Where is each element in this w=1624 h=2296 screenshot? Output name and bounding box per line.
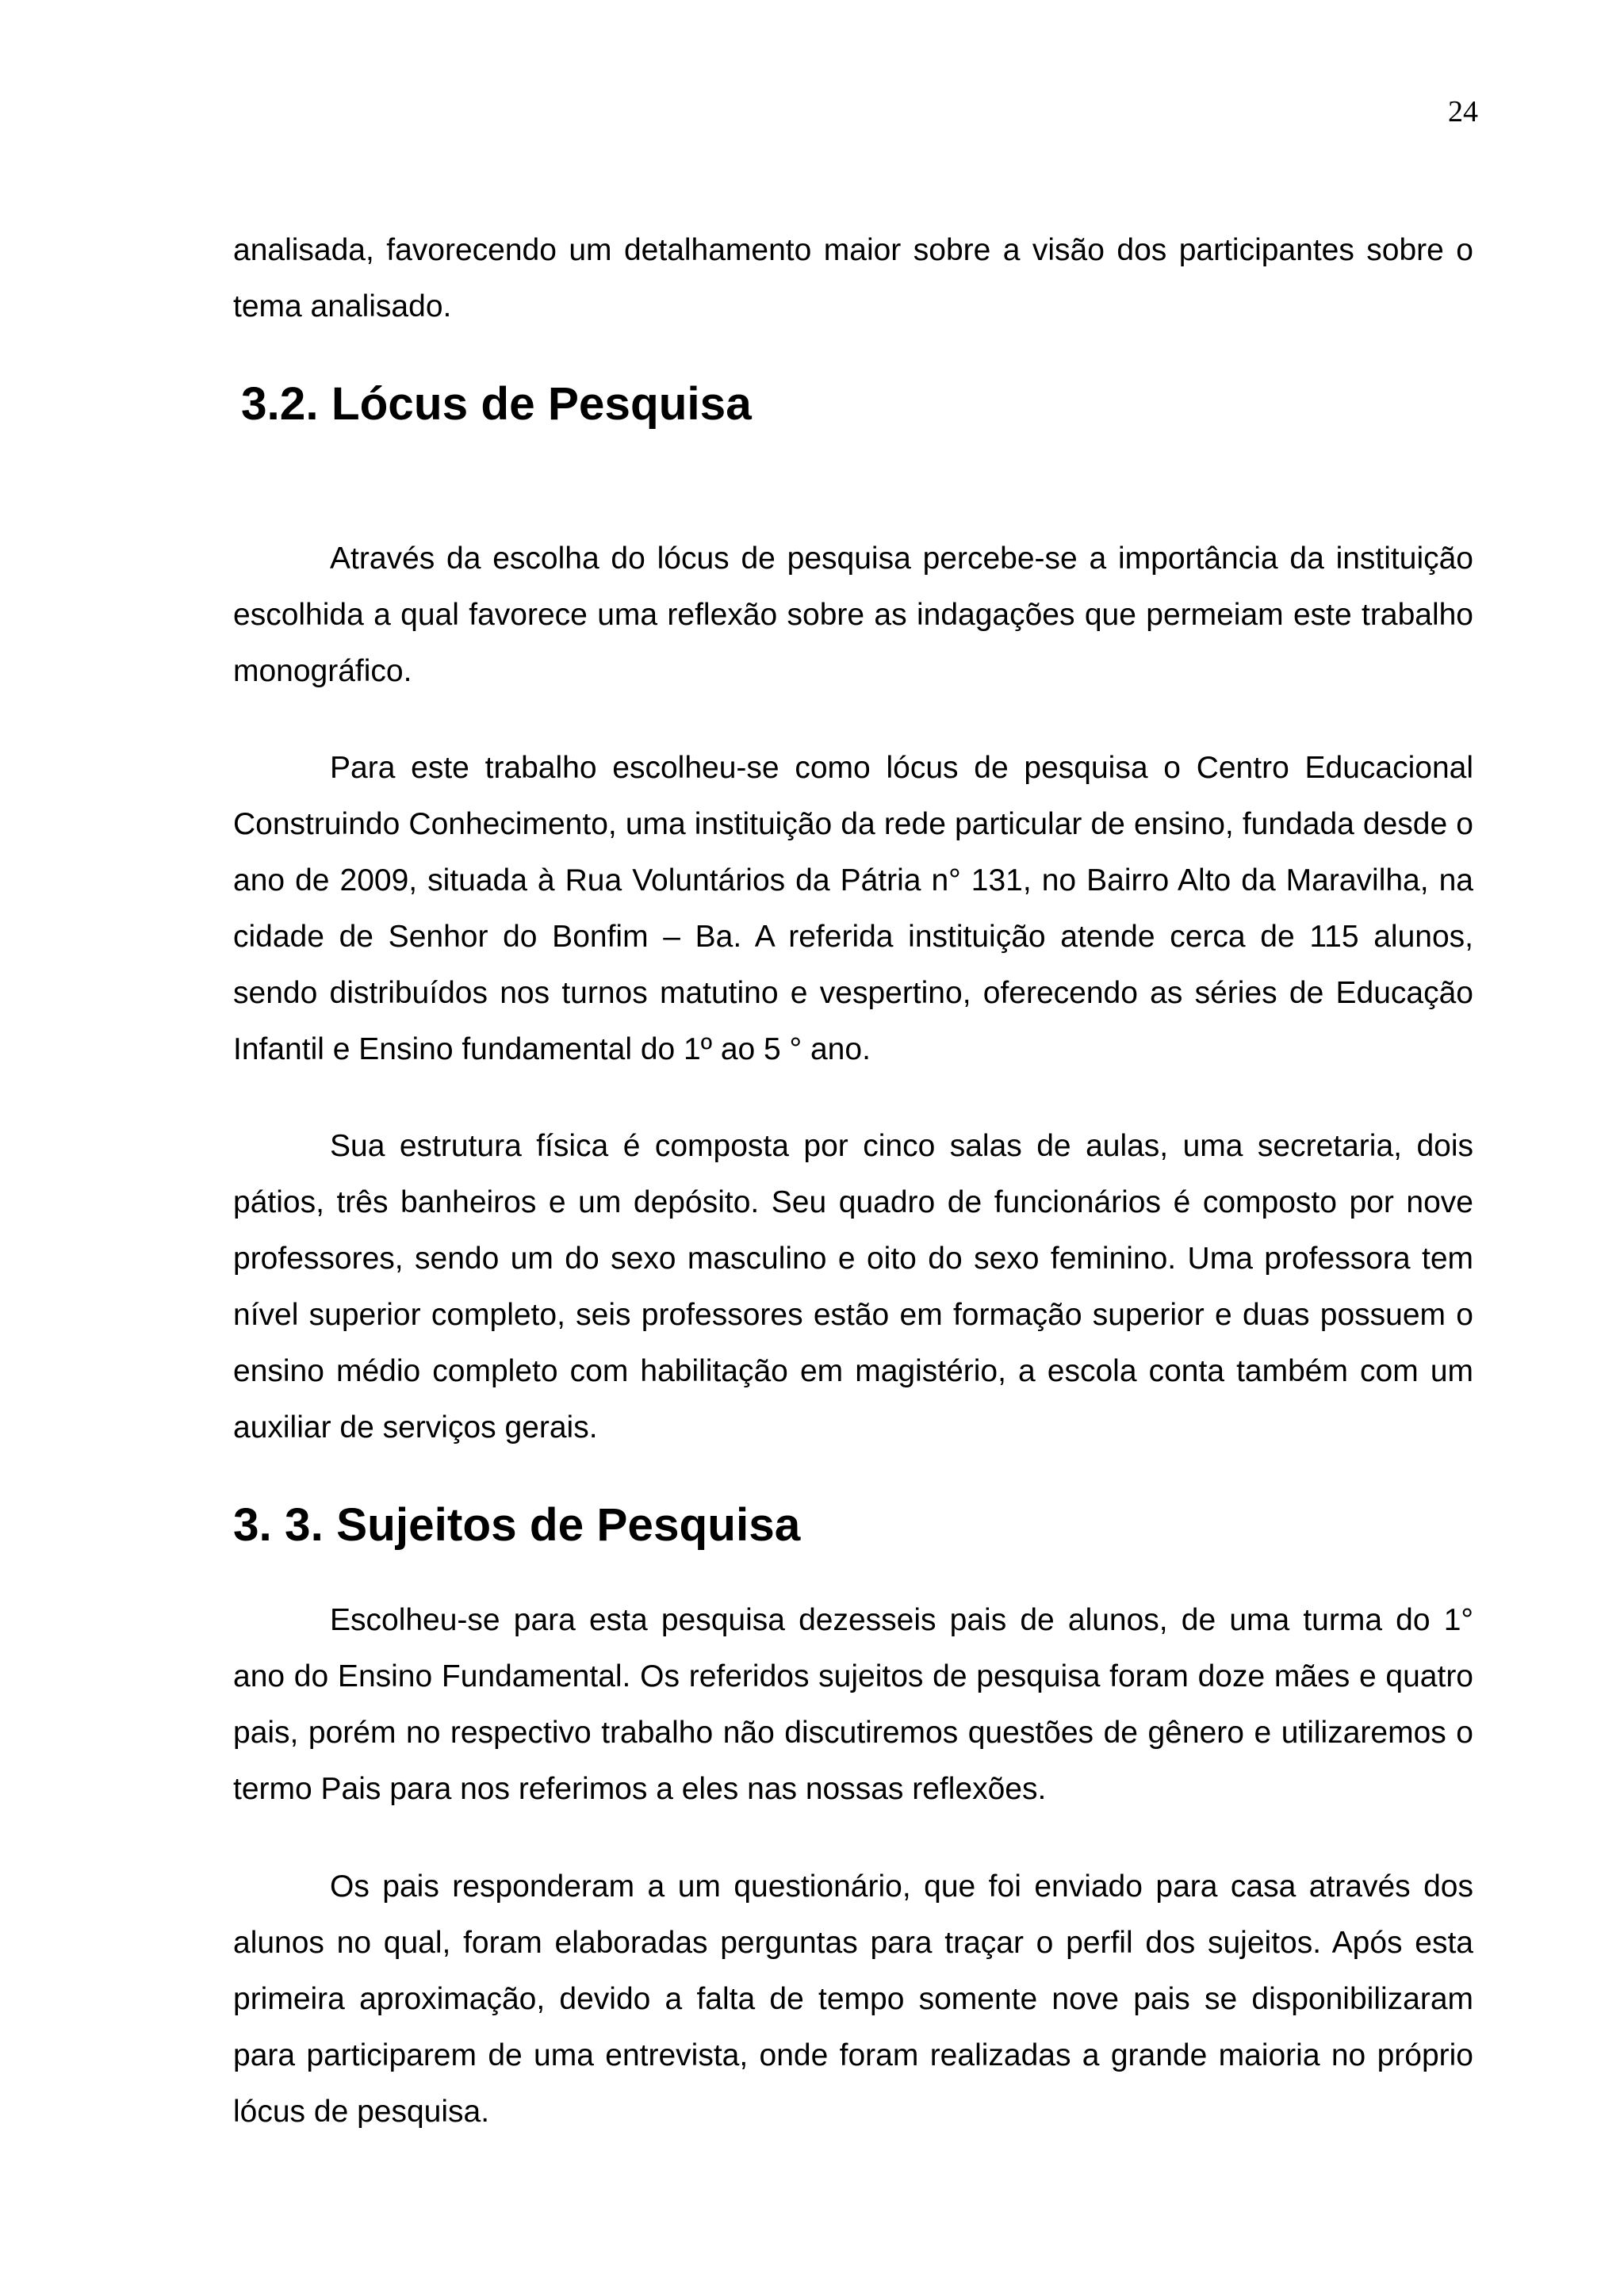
paragraph-locus-structure: Sua estrutura física é composta por cinco salas de aulas, uma secretaria, dois pátios, três banheiros e um depósito. Seu quadro de funcionários é composto por nove professores, sendo um do sexo masculino e oito do sexo feminino. Uma professora tem nível superior completo, seis professores estão em formação superior e duas possuem o ensino médio completo com habilitação em magistério, a escola conta também com um auxiliar de serviços gerais. xyxy=(233,1129,1473,1445)
paragraph-continuation: analisada, favorecendo um detalhamento maior sobre a visão dos participantes sobre o tema analisado. xyxy=(233,233,1473,323)
paragraph-sujeitos-selection: Escolheu-se para esta pesquisa dezesseis pais de alunos, de uma turma do 1° ano do Ensino Fundamental. Os referidos sujeitos de pesquisa foram doze mães e quatro pais, porém no respectivo trabalho não discutiremos questões de gênero e utilizaremos o termo Pais para nos referimos a eles nas nossas reflexões. xyxy=(233,1603,1473,1806)
section-heading-locus: 3.2. Lócus de Pesquisa xyxy=(241,378,752,430)
paragraph-locus-description: Para este trabalho escolheu-se como lócus de pesquisa o Centro Educacional Construindo Conhecimento, uma instituição da rede particular de ensino, fundada desde o ano de 2009, situada à Rua Voluntários da Pátria n° 131, no Bairro Alto da Maravilha, na cidade de Senhor do Bonfim – Ba. A referida instituição atende cerca de 115 alunos, sendo distribuídos nos turnos matutino e vespertino, oferecendo as séries de Educação Infantil e Ensino fundamental do 1º ao 5 ° ano. xyxy=(233,751,1473,1066)
paragraph-locus-intro: Através da escolha do lócus de pesquisa percebe-se a importância da instituição escolhida a qual favorece uma reflexão sobre as indagações que permeiam este trabalho monográfico. xyxy=(233,541,1473,688)
paragraph-sujeitos-method: Os pais responderam a um questionário, que foi enviado para casa através dos alunos no qual, foram elaboradas perguntas para traçar o perfil dos sujeitos. Após esta primeira aproximação, devido a falta de tempo somente nove pais se disponibilizaram para participarem de uma entrevista, onde foram realizadas a grande maioria no próprio lócus de pesquisa. xyxy=(233,1869,1473,2129)
section-heading-sujeitos: 3. 3. Sujeitos de Pesquisa xyxy=(233,1499,801,1551)
document-body xyxy=(233,222,1473,2140)
page-number: 24 xyxy=(1448,95,1478,128)
